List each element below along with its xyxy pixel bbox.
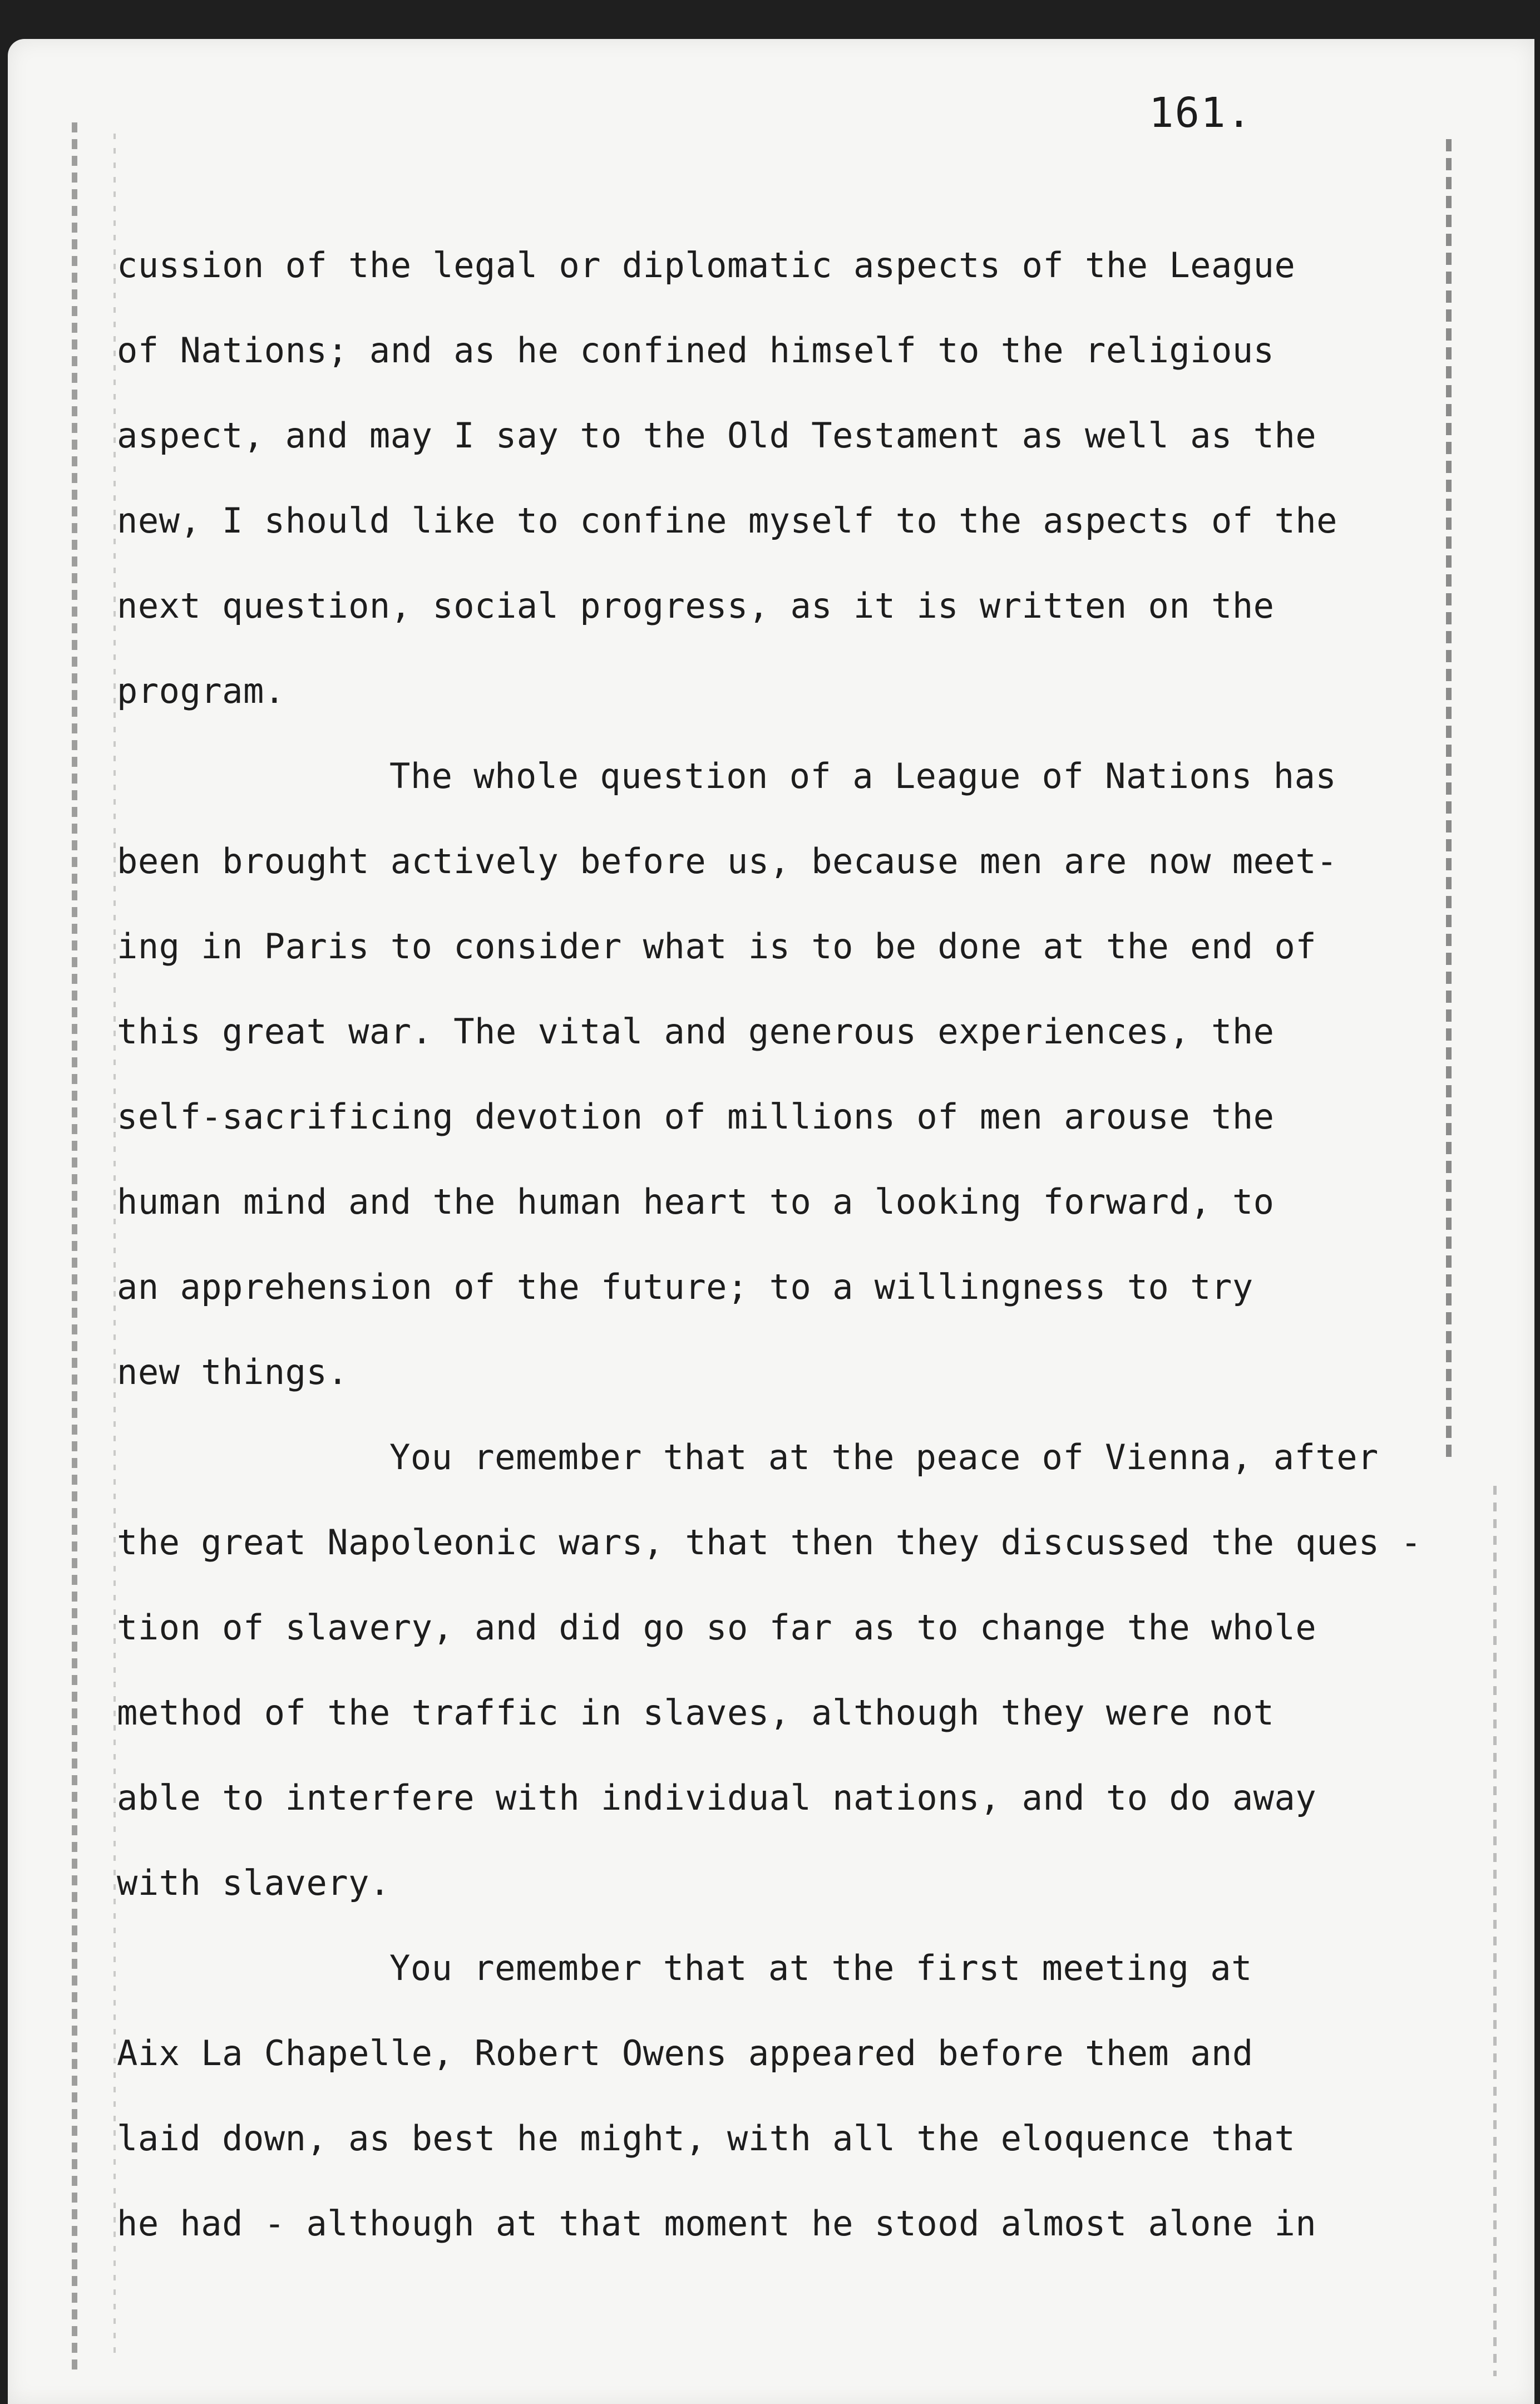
left-margin-mark	[72, 122, 77, 2376]
text-line: the great Napoleonic wars, that then they discussed the ques -	[117, 1522, 1422, 1563]
text-line: method of the traffic in slaves, although they were not	[117, 1692, 1275, 1733]
typed-text-body	[117, 223, 1485, 2266]
text-line: ing in Paris to consider what is to be done at the end of	[117, 926, 1317, 967]
text-line: self-sacrificing devotion of millions of men arouse the	[117, 1096, 1275, 1137]
text-line: next question, social progress, as it is written on the	[117, 585, 1275, 626]
text-line: been brought actively before us, because men are now meet-	[117, 841, 1337, 881]
text-line: new things.	[117, 1352, 349, 1392]
text-line: new, I should like to confine myself to the aspects of the	[117, 500, 1337, 541]
text-line: human mind and the human heart to a looking forward, to	[117, 1181, 1275, 1222]
text-line: he had - although at that moment he stood almost alone in	[117, 2203, 1317, 2244]
page-number: 161.	[1149, 89, 1253, 137]
left-margin-mark-inner	[113, 134, 116, 2359]
text-line: program.	[117, 671, 285, 711]
paragraph-start-line: The whole question of a League of Nations has	[389, 756, 1337, 796]
right-margin-mark-lower	[1493, 1486, 1497, 2376]
text-line: Aix La Chapelle, Robert Owens appeared before them and	[117, 2033, 1253, 2073]
paragraph-start-line: You remember that at the peace of Vienna, after	[389, 1437, 1379, 1477]
text-line: aspect, and may I say to the Old Testament as well as the	[117, 415, 1317, 456]
text-line: laid down, as best he might, with all the eloquence that	[117, 2118, 1296, 2159]
text-line: an apprehension of the future; to a willingness to try	[117, 1267, 1253, 1307]
text-line: cussion of the legal or diplomatic aspects of the League	[117, 245, 1296, 285]
paragraph-start-line: You remember that at the first meeting at	[389, 1948, 1252, 1988]
text-line: of Nations; and as he confined himself to the religious	[117, 330, 1275, 371]
text-line: able to interfere with individual nations, and to do away	[117, 1777, 1317, 1818]
text-line: tion of slavery, and did go so far as to change the whole	[117, 1607, 1317, 1648]
text-line: this great war. The vital and generous experiences, the	[117, 1011, 1275, 1052]
text-line: with slavery.	[117, 1863, 391, 1903]
